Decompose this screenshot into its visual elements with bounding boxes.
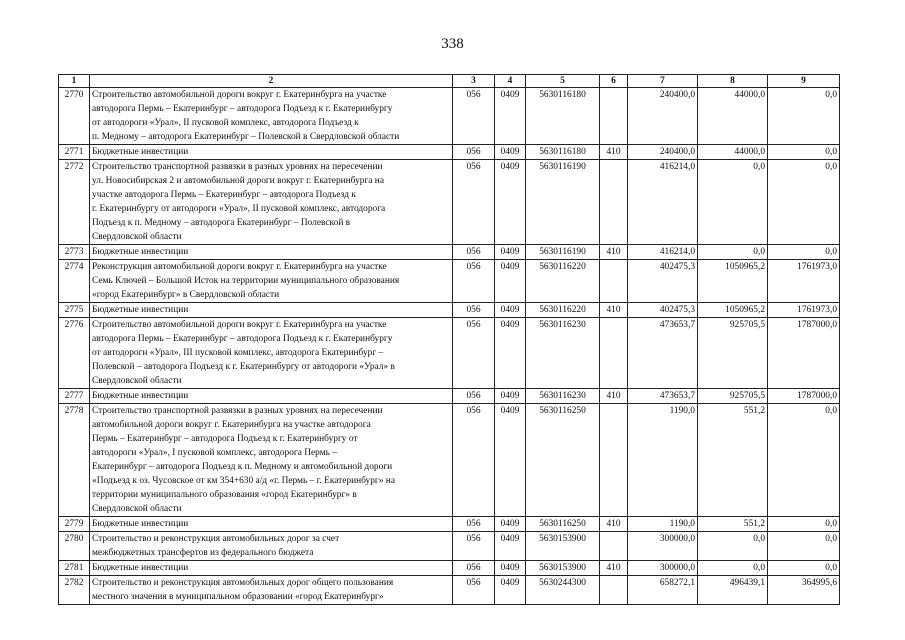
expense-type-cell [600,532,628,561]
amount-col8-cell: 551,2 [698,517,768,532]
target-article-cell: 5630116180 [526,145,600,160]
amount-col7-cell: 1190,0 [628,404,698,517]
item-name-cell: Бюджетные инвестиции [90,561,453,576]
row-number-cell: 2782 [59,576,90,605]
amount-col7-cell: 1190,0 [628,517,698,532]
expense-type-cell [600,260,628,303]
amount-col8-cell: 925705,5 [698,389,768,404]
section-code-cell: 0409 [495,561,526,576]
section-code-cell: 0409 [495,303,526,318]
amount-col9-cell: 0,0 [768,532,840,561]
budget-table [58,74,840,605]
table-row [59,532,840,561]
row-number-cell: 2774 [59,260,90,303]
table-row [59,389,840,404]
amount-col9-cell: 0,0 [768,145,840,160]
expense-type-cell [600,88,628,145]
amount-col7-cell: 416214,0 [628,245,698,260]
department-code-cell: 056 [453,517,495,532]
section-code-cell: 0409 [495,260,526,303]
amount-col8-cell: 0,0 [698,561,768,576]
row-number-cell: 2779 [59,517,90,532]
item-name-cell: Бюджетные инвестиции [90,303,453,318]
amount-col8-cell: 44000,0 [698,88,768,145]
expense-type-cell [600,160,628,245]
amount-col9-cell: 0,0 [768,88,840,145]
item-name-cell: Строительство транспортной развязки в разных уровнях на пересечении автомобильной дороги вокруг г. Екатеринбурга на участке автодорога Пермь – Екатеринбург – автодорога Подъезд к г. Екатеринбургу от автодороги «Урал», I пусковой комплекс, автодорога Пермь – Екатеринбург – автодорога Подъезд к п. Медному и автомобильной дороги «Подъезд к оз. Чусовское от км 354+630 а/д «г. Пермь – г. Екатеринбург» на территории муниципального образования «город Екатеринбург» в Свердловской области [90,404,453,517]
amount-col9-cell: 0,0 [768,160,840,245]
column-header: 1 [59,75,90,88]
amount-col9-cell: 1787000,0 [768,318,840,389]
target-article-cell: 5630116190 [526,245,600,260]
row-number-cell: 2773 [59,245,90,260]
amount-col7-cell: 300000,0 [628,532,698,561]
item-name-cell: Строительство и реконструкция автомобильных дорог за счет межбюджетных трансфертов из федерального бюджета [90,532,453,561]
amount-col7-cell: 240400,0 [628,145,698,160]
amount-col8-cell: 0,0 [698,532,768,561]
item-name-cell: Строительство и реконструкция автомобильных дорог общего пользования местного значения в муниципальном образовании «город Екатеринбург» [90,576,453,605]
section-code-cell: 0409 [495,576,526,605]
column-header: 8 [698,75,768,88]
table-row [59,576,840,605]
amount-col9-cell: 0,0 [768,404,840,517]
amount-col9-cell: 1761973,0 [768,260,840,303]
expense-type-cell: 410 [600,561,628,576]
amount-col7-cell: 300000,0 [628,561,698,576]
table-row [59,88,840,145]
row-number-cell: 2780 [59,532,90,561]
table-row [59,561,840,576]
target-article-cell: 5630116250 [526,517,600,532]
table-row [59,145,840,160]
target-article-cell: 5630153900 [526,561,600,576]
column-header: 6 [600,75,628,88]
row-number-cell: 2776 [59,318,90,389]
item-name-cell: Бюджетные инвестиции [90,389,453,404]
target-article-cell: 5630116250 [526,404,600,517]
target-article-cell: 5630116190 [526,160,600,245]
target-article-cell: 5630116230 [526,318,600,389]
page-number: 338 [441,36,464,52]
department-code-cell: 056 [453,561,495,576]
row-number-cell: 2775 [59,303,90,318]
section-code-cell: 0409 [495,517,526,532]
amount-col7-cell: 473653,7 [628,318,698,389]
expense-type-cell: 410 [600,517,628,532]
table-body [59,88,840,605]
item-name-cell: Строительство автомобильной дороги вокруг г. Екатеринбурга на участке автодорога Пермь – Екатеринбург – автодорога Подъезд к г. Екатеринбургу от автодороги «Урал», II пусковой комплекс, автодорога Подъезд к п. Медному – автодорога Екатеринбург – Полевской в Свердловской области [90,88,453,145]
row-number-cell: 2771 [59,145,90,160]
department-code-cell: 056 [453,160,495,245]
department-code-cell: 056 [453,576,495,605]
table-row [59,404,840,517]
row-number-cell: 2778 [59,404,90,517]
amount-col8-cell: 0,0 [698,160,768,245]
department-code-cell: 056 [453,260,495,303]
target-article-cell: 5630116180 [526,88,600,145]
column-header: 3 [453,75,495,88]
expense-type-cell [600,318,628,389]
expense-type-cell [600,404,628,517]
amount-col7-cell: 402475,3 [628,260,698,303]
section-code-cell: 0409 [495,404,526,517]
amount-col9-cell: 0,0 [768,517,840,532]
expense-type-cell: 410 [600,389,628,404]
amount-col9-cell: 0,0 [768,561,840,576]
target-article-cell: 5630153900 [526,532,600,561]
item-name-cell: Строительство автомобильной дороги вокруг г. Екатеринбурга на участке автодорога Пермь – Екатеринбург – автодорога Подъезд к г. Екатеринбургу от автодороги «Урал», III пусковой комплекс, автодорога Екатеринбург – Полевской – автодорога Подъезд к г. Екатеринбургу от автодороги «Урал» в Свердловской области [90,318,453,389]
department-code-cell: 056 [453,245,495,260]
amount-col8-cell: 496439,1 [698,576,768,605]
row-number-cell: 2777 [59,389,90,404]
item-name-cell: Реконструкция автомобильной дороги вокруг г. Екатеринбурга на участке Семь Ключей – Большой Исток на территории муниципального образования «город Екатеринбург» в Свердловской области [90,260,453,303]
department-code-cell: 056 [453,389,495,404]
row-number-cell: 2770 [59,88,90,145]
section-code-cell: 0409 [495,532,526,561]
section-code-cell: 0409 [495,88,526,145]
row-number-cell: 2781 [59,561,90,576]
table-row [59,245,840,260]
column-header: 5 [526,75,600,88]
amount-col7-cell: 240400,0 [628,88,698,145]
section-code-cell: 0409 [495,160,526,245]
amount-col8-cell: 44000,0 [698,145,768,160]
amount-col7-cell: 416214,0 [628,160,698,245]
section-code-cell: 0409 [495,389,526,404]
section-code-cell: 0409 [495,245,526,260]
section-code-cell: 0409 [495,318,526,389]
target-article-cell: 5630116220 [526,260,600,303]
table-row [59,160,840,245]
expense-type-cell [600,576,628,605]
expense-type-cell: 410 [600,303,628,318]
target-article-cell: 5630116220 [526,303,600,318]
column-header: 4 [495,75,526,88]
department-code-cell: 056 [453,303,495,318]
column-header: 2 [90,75,453,88]
expense-type-cell: 410 [600,245,628,260]
item-name-cell: Бюджетные инвестиции [90,517,453,532]
amount-col8-cell: 1050965,2 [698,303,768,318]
amount-col7-cell: 658272,1 [628,576,698,605]
department-code-cell: 056 [453,88,495,145]
department-code-cell: 056 [453,404,495,517]
amount-col9-cell: 1761973,0 [768,303,840,318]
table-row [59,303,840,318]
department-code-cell: 056 [453,318,495,389]
table-row [59,517,840,532]
item-name-cell: Бюджетные инвестиции [90,245,453,260]
row-number-cell: 2772 [59,160,90,245]
table-row [59,260,840,303]
table-row [59,318,840,389]
amount-col8-cell: 1050965,2 [698,260,768,303]
amount-col8-cell: 551,2 [698,404,768,517]
amount-col9-cell: 364995,6 [768,576,840,605]
item-name-cell: Бюджетные инвестиции [90,145,453,160]
target-article-cell: 5630244300 [526,576,600,605]
department-code-cell: 056 [453,532,495,561]
header-row [59,75,840,88]
target-article-cell: 5630116230 [526,389,600,404]
section-code-cell: 0409 [495,145,526,160]
department-code-cell: 056 [453,145,495,160]
amount-col8-cell: 0,0 [698,245,768,260]
amount-col9-cell: 0,0 [768,245,840,260]
amount-col9-cell: 1787000,0 [768,389,840,404]
amount-col7-cell: 402475,3 [628,303,698,318]
column-header: 9 [768,75,840,88]
expense-type-cell: 410 [600,145,628,160]
amount-col7-cell: 473653,7 [628,389,698,404]
column-header: 7 [628,75,698,88]
item-name-cell: Строительство транспортной развязки в разных уровнях на пересечении ул. Новосибирская 2 и автомобильной дороги вокруг г. Екатеринбурга на участке автодорога Пермь – Екатеринбург – автодорога Подъезд к г. Екатеринбургу от автодороги «Урал», II пусковой комплекс, автодорога Подъезд к п. Медному – автодорога Екатеринбург – Полевской в Свердловской области [90,160,453,245]
amount-col8-cell: 925705,5 [698,318,768,389]
